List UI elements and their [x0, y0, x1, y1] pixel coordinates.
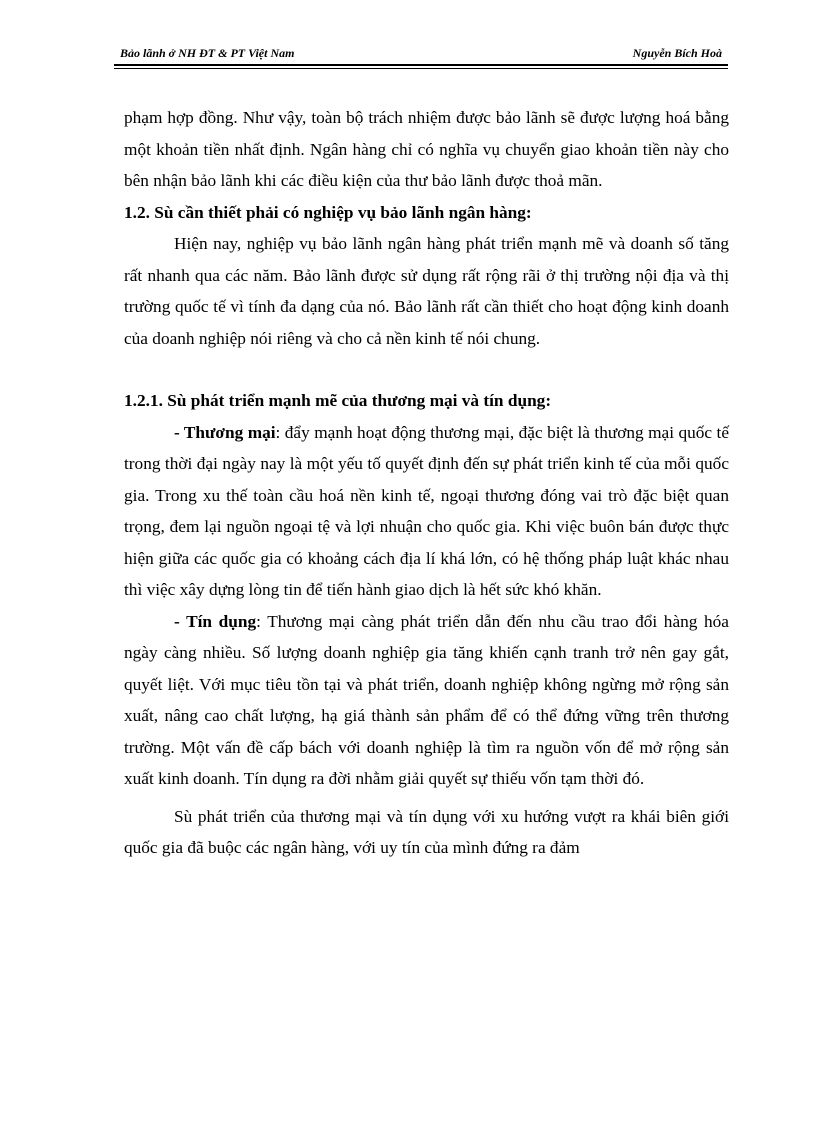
header-title: Bảo lãnh ở NH ĐT & PT Việt Nam — [120, 46, 295, 60]
paragraph-trade — [124, 417, 729, 606]
trade-text: : đẩy mạnh hoạt động thương mại, đặc biệt là thương mại quốc tế trong thời đại ngày nay là một yếu tố quyết định đến sự phát triển kinh tế của mỗi quốc gia. Trong xu thế toàn cầu hoá nền kinh tế, ngoại thương đóng vai trò đặc biệt quan trọng, đem lại nguồn ngoại tệ và lợi nhuận cho quốc gia. Khi việc buôn bán được thực hiện giữa các quốc gia có khoảng cách địa lí khá lớn, có hệ thống pháp luật khác nhau thì việc xây dựng lòng tin để tiến hành giao dịch là hết sức khó khăn. — [124, 422, 729, 599]
header-rule-thin — [114, 68, 728, 69]
page-header — [114, 44, 728, 64]
section-heading-1-2: 1.2. Sù cần thiết phải có nghiệp vụ bảo lãnh ngân hàng: — [124, 202, 532, 222]
trade-label: - Thương mại — [174, 422, 276, 442]
header-rule-thick — [114, 64, 728, 66]
section-heading-1-2-1: 1.2.1. Sù phát triển mạnh mẽ của thương mại và tín dụng: — [124, 391, 552, 410]
credit-text: : Thương mại càng phát triển dẫn đến nhu cầu trao đổi hàng hóa ngày càng nhiều. Số lượng doanh nghiệp gia tăng khiến cạnh tranh trở nên gay gắt, quyết liệt. Với mục tiêu tồn tại và phát triển, doanh nghiệp không ngừng mở rộng sản xuất, nâng cao chất lượng, hạ giá thành sản phẩm để có thể đứng vững trên thương trường. Một vấn đề cấp bách với doanh nghiệp là tìm ra nguồn vốn để mở rộng sản xuất kinh doanh. Tín dụng ra đời nhằm giải quyết sự thiếu vốn tạm thời đó. — [124, 611, 729, 788]
paragraph-development: Sù phát triển của thương mại và tín dụng với xu hướng vượt ra khái biên giới quốc gia đã buộc các ngân hàng, với uy tín của mình đứng ra đảm — [124, 806, 729, 857]
credit-label: - Tín dụng — [174, 611, 257, 631]
paragraph-credit — [124, 606, 729, 795]
header-author: Nguyễn Bích Hoà — [632, 46, 722, 60]
paragraph-contract: phạm hợp đồng. Như vậy, toàn bộ trách nhiệm được bảo lãnh sẽ được lượng hoá bằng một khoản tiền nhất định. Ngân hàng chỉ có nghĩa vụ chuyển giao khoản tiền này cho bên nhận bảo lãnh khi các điều kiện của thư bảo lãnh được thoả mãn. — [124, 108, 729, 190]
paragraph-necessity: Hiện nay, nghiệp vụ bảo lãnh ngân hàng phát triển mạnh mẽ và doanh số tăng rất nhanh qua các năm. Bảo lãnh được sử dụng rất rộng rãi ở thị trường nội địa và thị trường quốc tế vì tính đa dạng của nó. Bảo lãnh rất cần thiết cho hoạt động kinh doanh của doanh nghiệp nói riêng và cho cả nền kinh tế nói chung. — [124, 234, 729, 348]
document-body — [124, 102, 729, 864]
blank-line — [124, 354, 729, 385]
